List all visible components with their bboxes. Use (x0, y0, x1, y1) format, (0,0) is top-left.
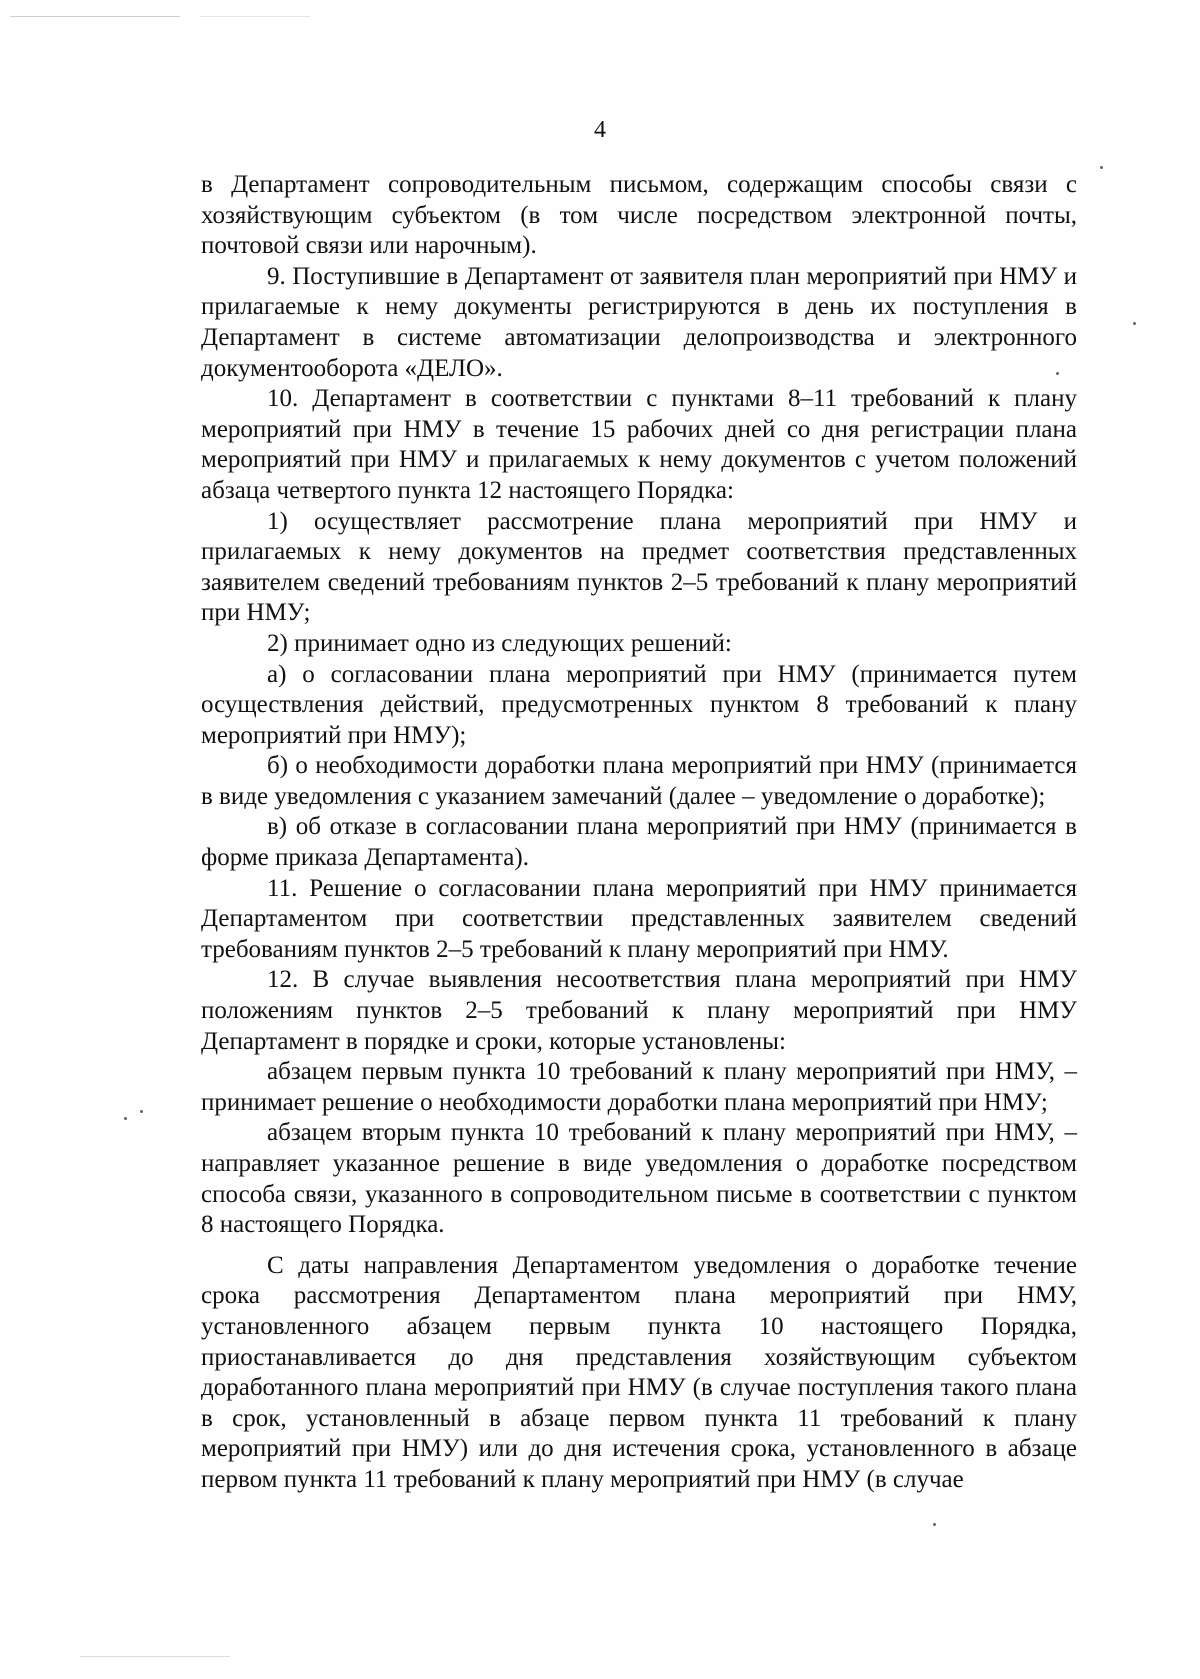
paragraph: а) о согласовании плана мероприятий при НМУ (принимается путем осуществления действий, предусмотренных пунктом 8 требований к плану мероприятий при НМУ); (201, 660, 1077, 749)
scan-speck (1100, 166, 1103, 169)
paragraph: 9. Поступившие в Департамент от заявителя план мероприятий при НМУ и прилагаемые к нему документы регистрируются в день их поступления в Департамент в системе автоматизации делопроизводства и электронного документооборота «ДЕЛО». (201, 262, 1077, 382)
paragraph: абзацем вторым пункта 10 требований к плану мероприятий при НМУ, – направляет указанное решение в виде уведомления о доработке посредством способа связи, указанного в сопроводительном письме в соответствии с пунктом 8 настоящего Порядка. (201, 1119, 1077, 1239)
paragraph: в) об отказе в согласовании плана мероприятий при НМУ (принимается в форме приказа Департамента). (201, 813, 1077, 872)
paragraph: 12. В случае выявления несоответствия плана мероприятий при НМУ положениям пунктов 2–5 требований к плану мероприятий при НМУ Департамент в порядке и сроки, которые установлены: (201, 966, 1077, 1055)
scan-speck (140, 1110, 143, 1113)
scan-speck (933, 1523, 936, 1526)
paragraph: 2) принимает одно из следующих решений: (267, 629, 732, 657)
paragraph: С даты направления Департаментом уведомления о доработке течение срока рассмотрения Департаментом плана мероприятий при НМУ, установленного абзацем первым пункта 10 настоящего Порядка, приостанавливается до дня представления хозяйствующим субъектом доработанного плана мероприятий при НМУ (в случае поступления такого плана в срок, установленный в абзаце первом пункта 11 требований к плану мероприятий при НМУ) или до дня истечения срока, установленного в абзаце первом пункта 11 требований к плану мероприятий при НМУ (в случае (201, 1251, 1077, 1493)
paragraph: 11. Решение о согласовании плана мероприятий при НМУ принимается Департаментом при соответствии представленных заявителем сведений требованиям пунктов 2–5 требований к плану мероприятий при НМУ. (201, 874, 1077, 963)
scan-artifact-top-right (200, 16, 310, 17)
paragraph: 10. Департамент в соответствии с пунктами 8–11 требований к плану мероприятий при НМУ в течение 15 рабочих дней со дня регистрации плана мероприятий при НМУ и прилагаемых к нему документов с учетом положений абзаца четвертого пункта 12 настоящего Порядка: (201, 385, 1077, 504)
scan-speck (1133, 322, 1136, 325)
scan-speck (124, 1117, 127, 1120)
document-body (201, 170, 1077, 1496)
paragraph: абзацем первым пункта 10 требований к плану мероприятий при НМУ, – принимает решение о необходимости доработки плана мероприятий при НМУ; (201, 1058, 1077, 1116)
paragraph: б) о необходимости доработки плана мероприятий при НМУ (принимается в виде уведомления с указанием замечаний (далее – уведомление о доработке); (201, 752, 1077, 810)
scan-artifact-bottom (80, 1656, 230, 1657)
paragraph: 1) осуществляет рассмотрение плана мероприятий при НМУ и прилагаемых к нему документов на предмет соответствия представленных заявителем сведений требованиям пунктов 2–5 требований к плану мероприятий при НМУ; (201, 507, 1077, 627)
page-number: 4 (594, 117, 606, 143)
scan-artifact-top (10, 16, 180, 17)
paragraph: в Департамент сопроводительным письмом, содержащим способы связи с хозяйствующим субъектом (в том числе посредством электронной почты, почтовой связи или нарочным). (201, 171, 1077, 260)
